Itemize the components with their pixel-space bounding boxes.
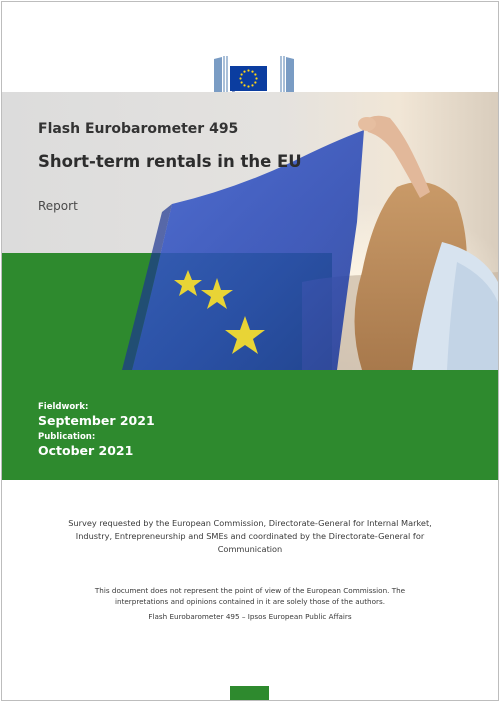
- publication-label: Publication:: [38, 432, 96, 442]
- request-line-3: Communication: [217, 544, 283, 554]
- request-line-1: Survey requested by the European Commission, Directorate-General for Internal Market,: [68, 518, 432, 528]
- fieldwork-label: Fieldwork:: [38, 402, 89, 412]
- disclaimer-line-1: This document does not represent the point of view of the European Commission. The: [94, 586, 406, 595]
- document-type: Report: [38, 199, 78, 213]
- dates-band: [2, 370, 498, 480]
- report-cover-page: [1, 1, 499, 701]
- bottom-green-tab: [230, 686, 269, 701]
- series-name: Flash Eurobarometer 495: [38, 121, 239, 137]
- request-line-2: Industry, Entrepreneurship and SMEs and coordinated by the Directorate-General for: [75, 531, 425, 541]
- publication-value: October 2021: [38, 443, 134, 458]
- disclaimer-line-2: interpretations and opinions contained in it are solely those of the authors.: [115, 597, 385, 606]
- credit-line: Flash Eurobarometer 495 – Ipsos European Public Affairs: [148, 612, 352, 621]
- disclaimer: [42, 585, 458, 607]
- report-title: Short-term rentals in the EU: [38, 152, 302, 171]
- fieldwork-value: September 2021: [38, 413, 155, 428]
- survey-request-note: [42, 517, 458, 556]
